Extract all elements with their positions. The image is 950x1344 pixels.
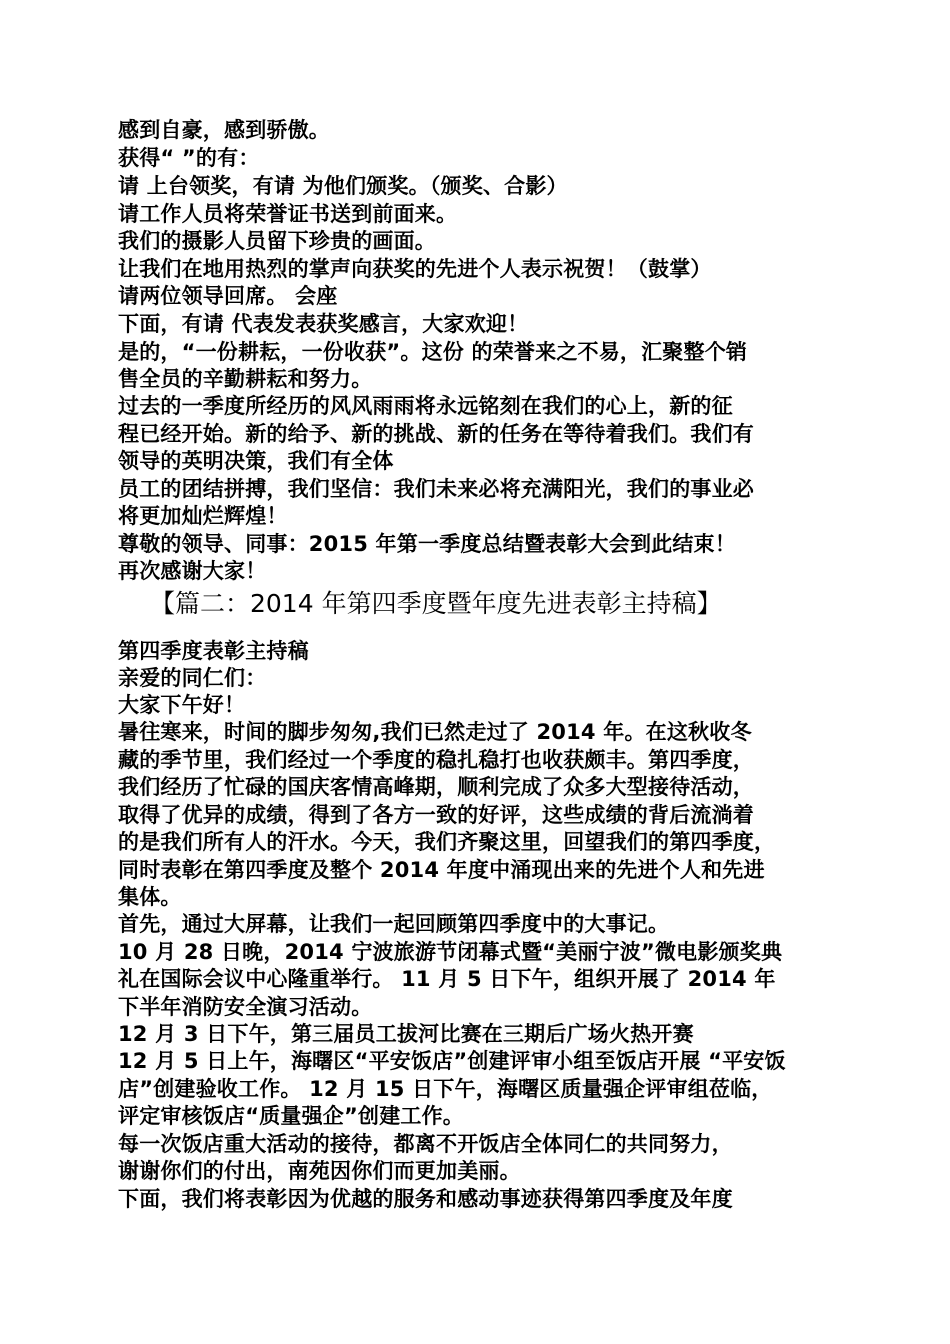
text-line: 是的，“一份耕耘，一份收获”。这份 的荣誉来之不易，汇聚整个销 (118, 340, 748, 364)
text-line: 10 月 28 日晚，2014 宁波旅游节闭幕式暨“美丽宁波”微电影颁奖典 (118, 940, 783, 964)
text-line: 过去的一季度所经历的风风雨雨将永远铭刻在我们的心上，新的征 (118, 394, 733, 418)
text-line: 12 月 5 日上午，海曙区“平安饭店”创建评审小组至饭店开展 “平安饭 (118, 1049, 786, 1073)
text-line: 下面，我们将表彰因为优越的服务和感动事迹获得第四季度及年度 (118, 1187, 733, 1211)
text-line: 第四季度表彰主持稿 (118, 639, 309, 663)
text-line: 将更加灿烂辉煌！ (118, 504, 288, 528)
text-line: 亲爱的同仁们： (118, 666, 267, 690)
text-line: 请两位领导回席。 会座 (118, 284, 338, 308)
text-line: 感到自豪，感到骄傲。 (118, 118, 330, 142)
text-line: 的是我们所有人的汗水。今天，我们齐聚这里，回望我们的第四季度， (118, 830, 776, 854)
text-line: 集体。 (118, 885, 182, 909)
text-line: 再次感谢大家！ (118, 559, 267, 583)
text-line: 首先，通过大屏幕，让我们一起回顾第四季度中的大事记。 (118, 912, 670, 936)
text-line: 获得“ ”的有： (118, 146, 260, 170)
text-line: 员工的团结拼搏，我们坚信：我们未来必将充满阳光，我们的事业必 (118, 477, 754, 501)
text-line: 大家下午好！ (118, 693, 246, 717)
text-line: 下面，有请 代表发表获奖感言，大家欢迎！ (118, 312, 529, 336)
text-line: 谢谢你们的付出，南苑因你们而更加美丽。 (118, 1159, 521, 1183)
text-line: 取得了优异的成绩，得到了各方一致的好评，这些成绩的背后流淌着 (118, 803, 754, 827)
text-line: 12 月 3 日下午，第三届员工拔河比赛在三期后广场火热开赛 (118, 1022, 694, 1046)
text-line: 店”创建验收工作。 12 月 15 日下午，海曙区质量强企评审组莅临， (118, 1077, 773, 1101)
text-line: 礼在国际会议中心隆重举行。 11 月 5 日下午，组织开展了 2014 年 (118, 967, 776, 991)
section-heading: 【篇二：2014 年第四季度暨年度先进表彰主持稿】 (150, 589, 722, 618)
text-line: 同时表彰在第四季度及整个 2014 年度中涌现出来的先进个人和先进 (118, 858, 765, 882)
text-line: 我们的摄影人员留下珍贵的画面。 (118, 229, 436, 253)
text-line: 每一次饭店重大活动的接待，都离不开饭店全体同仁的共同努力， (118, 1132, 733, 1156)
text-line: 领导的英明决策，我们有全体 (118, 449, 394, 473)
text-line: 评定审核饭店“质量强企”创建工作。 (118, 1104, 465, 1128)
text-line: 请 上台领奖，有请 为他们颁奖。（颁奖、合影） (118, 174, 568, 198)
text-line: 下半年消防安全演习活动。 (118, 995, 373, 1019)
text-line: 我们经历了忙碌的国庆客情高峰期，顺利完成了众多大型接待活动， (118, 775, 754, 799)
text-line: 尊敬的领导、同事：2015 年第一季度总结暨表彰大会到此结束！ (118, 532, 736, 556)
text-line: 让我们在地用热烈的掌声向获奖的先进个人表示祝贺！（鼓掌） (118, 257, 712, 281)
text-line: 请工作人员将荣誉证书送到前面来。 (118, 202, 458, 226)
text-line: 程已经开始。新的给予、新的挑战、新的任务在等待着我们。我们有 (118, 422, 754, 446)
text-line: 售全员的辛勤耕耘和努力。 (118, 367, 373, 391)
text-line: 暑往寒来，时间的脚步匆匆,我们已然走过了 2014 年。在这秋收冬 (118, 720, 752, 744)
text-line: 藏的季节里，我们经过一个季度的稳扎稳打也收获颇丰。第四季度， (118, 748, 754, 772)
